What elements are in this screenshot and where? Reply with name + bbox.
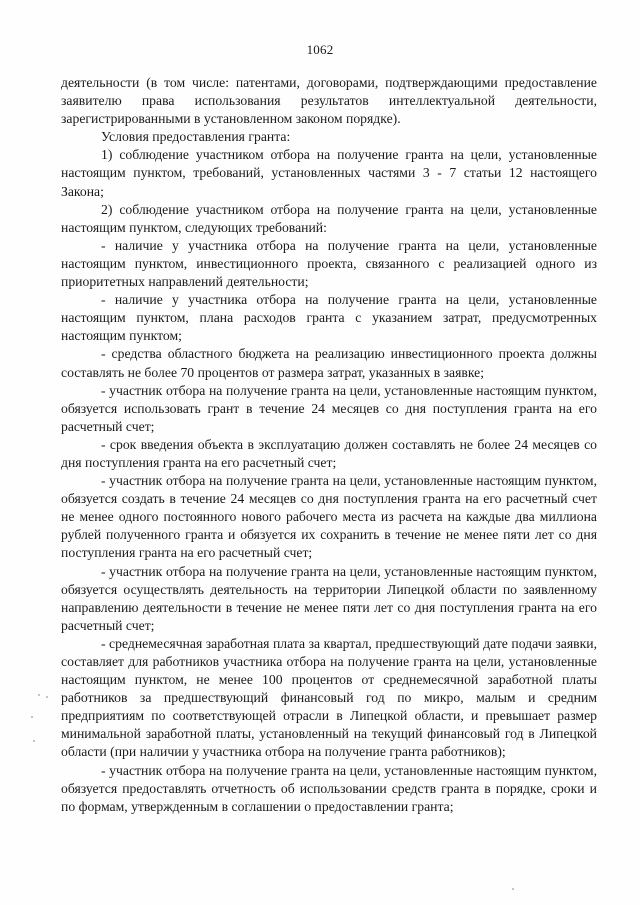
paragraph-requirement-jobs: - участник отбора на получение гранта на цели, установленные настоящим пунктом, обязуется создать в течение 24 месяцев со дня поступления гранта на его расчетный счет не менее одного постоянного нового рабочего места из расчета на каждые два миллиона рублей полученного гранта и обязуется их сохранить в течение не менее пяти лет со дня поступления гранта на его расчетный счет; [61,473,597,561]
paragraph-requirement-expense-plan: - наличие у участника отбора на получение гранта на цели, установленные настоящим пунктом, плана расходов гранта с указанием затрат, предусмотренных настоящим пунктом; [61,292,597,344]
paragraph-requirement-reporting: - участник отбора на получение гранта на цели, установленные настоящим пунктом, обязуется предоставлять отчетность об использовании средств гранта в порядке, сроки и по формам, утвержденным в соглашении о предоставлении гранта; [61,762,597,814]
scan-artifact [38,694,40,696]
paragraph-condition-1: 1) соблюдение участником отбора на получение гранта на цели, установленные настоящим пунктом, требований, установленных частями 3 - 7 статьи 12 настоящего Закона; [61,147,597,199]
paragraph-requirement-territory: - участник отбора на получение гранта на цели, установленные настоящим пунктом, обязуется осуществлять деятельность на территории Липецкой области по заявленному направлению деятельности в течение не менее пяти лет со дня поступления гранта на его расчетный счет; [61,563,597,633]
paragraph-requirement-commissioning: - срок введения объекта в эксплуатацию должен составлять не более 24 месяцев со дня поступления гранта на его расчетный счет; [61,436,597,470]
paragraph-intro-continuation: деятельности (в том числе: патентами, договорами, подтверждающими предоставление заявителю права использования результатов интеллектуальной деятельности, зарегистрированными в установленном законом порядке). [61,75,597,127]
paragraph-requirement-budget-share: - средства областного бюджета на реализацию инвестиционного проекта должны составлять не более 70 процентов от размера затрат, указанных в заявке; [61,346,597,380]
paragraph-requirement-investment-project: - наличие у участника отбора на получение гранта на цели, установленные настоящим пунктом, инвестиционного проекта, связанного с реализацией одного из приоритетных направлений деятельности; [61,237,597,290]
scan-artifact [31,716,33,718]
page-number: 1062 [306,42,334,57]
scan-artifact [512,888,514,890]
scan-artifact [33,740,35,742]
paragraph-grant-conditions-heading: Условия предоставления гранта: [101,129,291,145]
paragraph-requirement-salary: - среднемесячная заработная плата за квартал, предшествующий дате подачи заявки, составляет для работников участника отбора на получение гранта на цели, установленные настоящим пунктом, не менее 100 процентов от среднемесячной заработной платы работников за предшествующий финансовый год по микро, малым и средним предприятиям по соответствующей отрасли в Липецкой области, и превышает размер минимальной заработной платы, установленный на текущий финансовый год в Липецкой области (при наличии у участника отбора на получение гранта работников); [61,635,597,760]
scan-artifact [46,696,48,698]
document-body [61,74,597,816]
paragraph-requirement-usage-period: - участник отбора на получение гранта на цели, установленные настоящим пунктом, обязуется использовать грант в течение 24 месяцев со дня поступления гранта на его расчетный счет; [61,382,597,434]
paragraph-condition-2: 2) соблюдение участником отбора на получение гранта на цели, установленные настоящим пунктом, следующих требований: [61,201,597,235]
